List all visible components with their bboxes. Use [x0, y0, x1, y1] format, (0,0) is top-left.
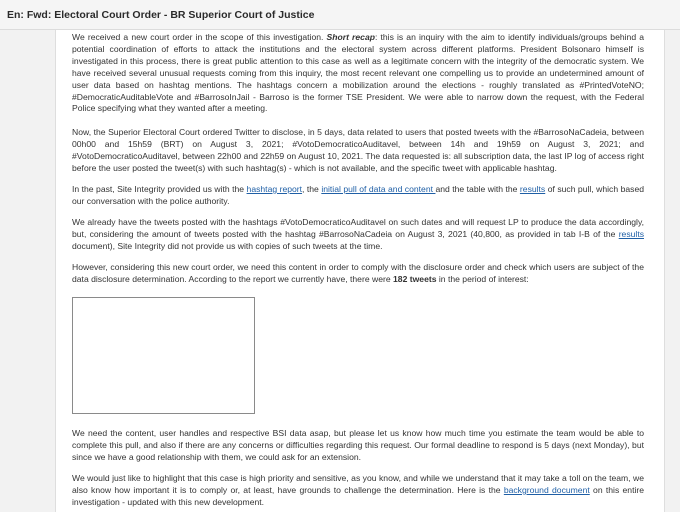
text-span: on this entire investigation - updated with this new development.: [72, 484, 645, 507]
paragraph-request: We need the content, user handles and respective BSI data asap, but please let us know how much time you estimate the team would be able to complete this pull, and also if there are any concerns or difficulties regarding this request. Our formal deadline to respond is 5 days (next Monday), but since we have a good relationship with them, we could ask for an extension.: [72, 428, 644, 462]
embedded-image-placeholder: [72, 297, 255, 414]
text-span: : this is an inquiry with the aim to identify individuals/groups behind a potential coordination of efforts to attack the institutions and the electoral system across different platforms. President Bolsonaro himself is investigated in this process, there is great public attention to this case as well as a legitimate concern with the integrity of the democratic system. We have received several unusual requests coming from this inquiry, the most recent relevant one compelling us to provide an undetermined amount of user data based on hashtag mentions. The hashtags concern a mobilization around the elections - roughly translated as #PrintedVoteNO; #DemocraticAuditableVote and #BarrosoInJail - Barroso is the former TSE President. We were able to narrow down the request, with the Federal Police specifying what they wanted after a meeting.: [72, 32, 644, 114]
text-span: However, considering this new court order, we need this content in order to comply with the disclosure order and check which users are subject of the data disclosure determination. According to the report we currently have, there were: [72, 262, 644, 284]
text-span: We already have the tweets posted with the hashtags #VotoDemocraticoAuditavel on such dates and will request LP to produce the data accordingly, but, considering the amount of tweets posted with the hashtag #BarrosoNaCadeia on August 3, 2021 (40,800, as provided in tab I-B of the: [72, 217, 644, 239]
hashtag-report-link[interactable]: hashtag report: [246, 184, 303, 194]
text-span: in the period of interest:: [436, 273, 529, 284]
tweet-count-emphasis: 182 tweets: [393, 273, 437, 284]
short-recap-emphasis: Short recap: [326, 32, 375, 42]
initial-pull-link[interactable]: initial pull of data and content: [321, 184, 436, 194]
title-bar: [0, 0, 680, 30]
text-span: of such pull, which based our conversation with the police authority.: [72, 184, 645, 206]
background-document-link[interactable]: background document: [503, 484, 590, 495]
paragraph-site-integrity: [72, 184, 644, 208]
text-span: document), Site Integrity did not provide us with copies of such tweets at the time.: [72, 240, 383, 251]
paragraph-recap: [72, 32, 644, 115]
text-span: , the: [302, 184, 322, 194]
paragraph-new-order: [72, 262, 644, 286]
text-span: In the past, Site Integrity provided us with the: [72, 184, 247, 194]
paragraph-court-order: Now, the Superior Electoral Court ordered Twitter to disclose, in 5 days, data related to users that posted tweets with the #BarrosoNaCadeia, between 00h00 and 15h59 (BRT) on August 3, 2021; #VotoDemocraticoAuditavel, between 14h and 19h59 on August 3, 2021; and #VotoDemocraticoAuditavel, between 22h00 and 22h59 on August 10, 2021. The data requested is: all subscription data, the last IP log of access right before the user posted the tweet(s) with such hashtag(s) - which is not available, and the specific tweet with applicable hashtag.: [72, 127, 644, 173]
paragraph-priority: [72, 473, 644, 509]
paragraph-existing-tweets: [72, 217, 644, 253]
text-span: We received a new court order in the scope of this investigation.: [72, 32, 327, 42]
results-document-link[interactable]: results: [618, 228, 644, 239]
text-span: and the table with the: [435, 184, 520, 194]
window-title: En: Fwd: Electoral Court Order - BR Superior Court of Justice: [7, 9, 315, 21]
email-content[interactable]: [55, 30, 665, 512]
text-span: We would just like to highlight that this case is high priority and sensitive, as you know, and while we understand that it may take a toll on the team, we also know how important it is to comply or, at least, have grounds to challenge the determination. Here is the: [72, 473, 644, 495]
results-link[interactable]: results: [519, 184, 546, 194]
